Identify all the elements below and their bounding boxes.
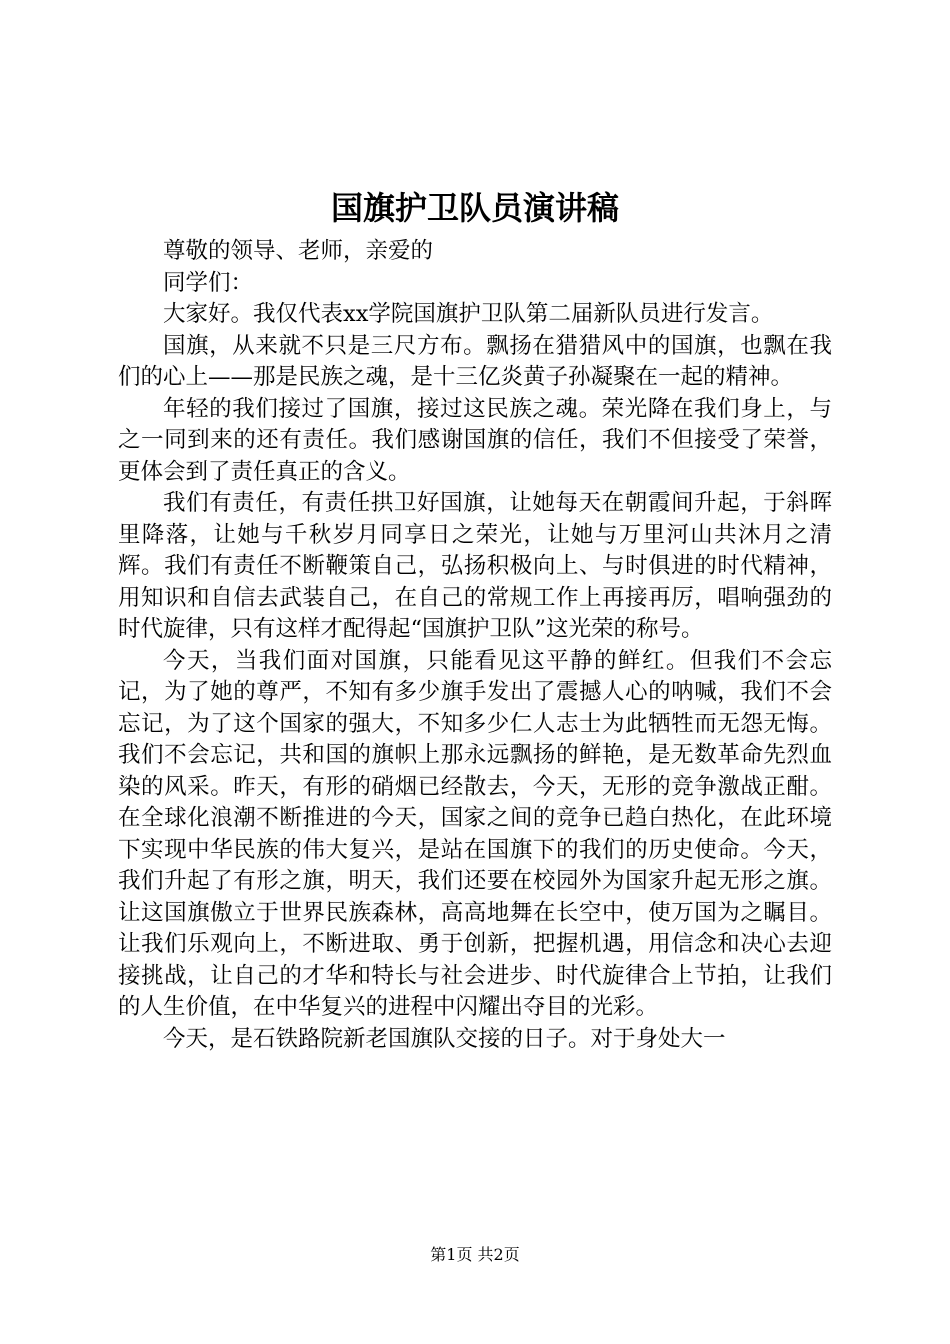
document-title: 国旗护卫队员演讲稿 — [330, 189, 619, 227]
paragraph-duty: 我们有责任，有责任拱卫好国旗，让她每天在朝霞间升起，于斜晖里降落，让她与千秋岁月同享日之荣光，让她与万里河山共沐月之清辉。我们有责任不断鞭策自己，弘扬积极向上、与时俱进的时代精神，用知识和自信去武装自己，在自己的常规工作上再接再厉，唱响强劲的时代旋律，只有这样才配得起“国旗护卫队”这光荣的称号。 — [118, 490, 832, 642]
paragraph-handover: 今天，是石铁路院新老国旗队交接的日子。对于身处大一 — [163, 1025, 726, 1052]
document-body — [118, 236, 832, 1055]
paragraph-today: 今天，当我们面对国旗，只能看见这平静的鲜红。但我们不会忘记，为了她的尊严，不知有多少旗手发出了震撼人心的呐喊，我们不会忘记，为了这个国家的强大，不知多少仁人志士为此牺牲而无怨无悔。我们不会忘记，共和国的旗帜上那永远飘扬的鲜艳，是无数革命先烈血染的风采。昨天，有形的硝烟已经散去，今天，无形的竞争激战正酣。在全球化浪潮不断推进的今天，国家之间的竞争已趋白热化，在此环境下实现中华民族的伟大复兴，是站在国旗下的我们的历史使命。今天，我们升起了有形之旗，明天，我们还要在校园外为国家升起无形之旗。让这国旗傲立于世界民族森林，高高地舞在长空中，使万国为之瞩目。让我们乐观向上，不断进取、勇于创新，把握机遇，用信念和决心去迎接挑战，让自己的才华和特长与社会进步、时代旋律合上节拍，让我们的人生价值，在中华复兴的进程中闪耀出夺目的光彩。 — [118, 647, 832, 1020]
paragraph-flag: 国旗，从来就不只是三尺方布。飘扬在猎猎风中的国旗，也飘在我们的心上——那是民族之魂，是十三亿炎黄子孙凝聚在一起的精神。 — [118, 332, 832, 390]
paragraph-salutation: 尊敬的领导、老师，亲爱的 — [163, 238, 434, 264]
paragraph-greeting: 大家好。我仅代表xx学院国旗护卫队第二届新队员进行发言。 — [163, 301, 774, 327]
page-footer: 第1页 共2页 — [430, 1245, 520, 1264]
paragraph-salutation-cont: 同学们： — [163, 269, 254, 296]
paragraph-responsibility: 年轻的我们接过了国旗，接过这民族之魂。荣光降在我们身上，与之一同到来的还有责任。我们感谢国旗的信任，我们不但接受了荣誉，更体会到了责任真正的含义。 — [118, 395, 832, 485]
